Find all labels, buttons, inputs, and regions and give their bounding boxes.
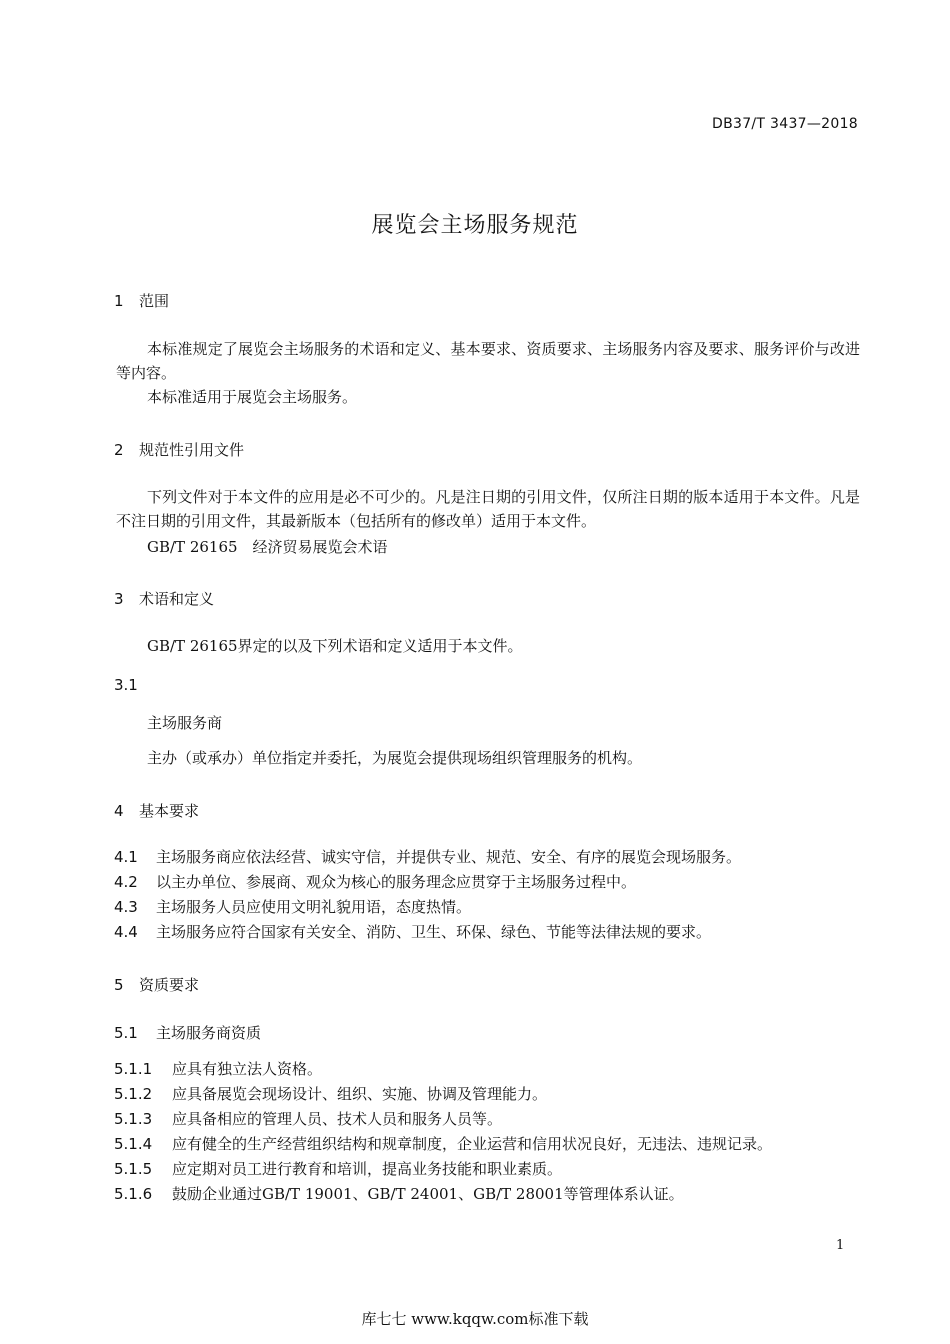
section-4-heading bbox=[114, 800, 199, 821]
list-item bbox=[114, 896, 471, 917]
item-text: 应具备相应的管理人员、技术人员和服务人员等。 bbox=[172, 1110, 503, 1128]
section-title: 基本要求 bbox=[139, 802, 200, 820]
subsection-5-1-heading bbox=[114, 1022, 261, 1043]
document-title: 展览会主场服务规范 bbox=[371, 213, 579, 238]
section-5-heading bbox=[114, 974, 199, 995]
item-text: 应定期对员工进行教育和培训，提高业务技能和职业素质。 bbox=[172, 1160, 563, 1178]
section-number: 4 bbox=[114, 802, 124, 820]
list-item bbox=[114, 1058, 322, 1079]
item-text: 主场服务商应依法经营、诚实守信，并提供专业、规范、安全、有序的展览会现场服务。 bbox=[156, 848, 742, 866]
item-text: 以主办单位、参展商、观众为核心的服务理念应贯穿于主场服务过程中。 bbox=[156, 873, 637, 891]
section-number: 2 bbox=[114, 441, 124, 459]
section-1-heading bbox=[114, 290, 169, 311]
item-number: 5.1.4 bbox=[114, 1135, 153, 1153]
list-item bbox=[114, 871, 636, 892]
item-text: 应具有独立法人资格。 bbox=[172, 1060, 323, 1078]
footer-watermark[interactable]: 库七七 www.kqqw.com标准下载 bbox=[361, 1310, 589, 1328]
term-name: 主场服务商 bbox=[147, 714, 223, 732]
paragraph: GB/T 26165界定的以及下列术语和定义适用于本文件。 bbox=[147, 637, 523, 655]
list-item bbox=[114, 1133, 772, 1154]
item-number: 5.1.3 bbox=[114, 1110, 153, 1128]
item-number: 5.1.5 bbox=[114, 1160, 153, 1178]
reference-entry: GB/T 26165 经济贸易展览会术语 bbox=[147, 538, 388, 556]
item-number: 5.1.6 bbox=[114, 1185, 153, 1203]
section-number: 1 bbox=[114, 292, 124, 310]
item-number: 4.3 bbox=[114, 898, 138, 916]
item-text: 鼓励企业通过GB/T 19001、GB/T 24001、GB/T 28001等管理体系认证。 bbox=[172, 1185, 684, 1203]
subsection-number: 5.1 bbox=[114, 1024, 138, 1042]
paragraph: 本标准适用于展览会主场服务。 bbox=[147, 388, 358, 406]
standard-code: DB37/T 3437—2018 bbox=[712, 116, 858, 132]
item-number: 5.1.1 bbox=[114, 1060, 153, 1078]
list-item bbox=[114, 1108, 502, 1129]
paragraph: 下列文件对于本文件的应用是必不可少的。凡是注日期的引用文件，仅所注日期的版本适用于本文件。凡是不注日期的引用文件，其最新版本（包括所有的修改单）适用于本文件。 bbox=[116, 488, 860, 530]
section-title: 术语和定义 bbox=[139, 590, 215, 608]
section-2-heading bbox=[114, 439, 244, 460]
section-number: 5 bbox=[114, 976, 124, 994]
paragraph: 本标准规定了展览会主场服务的术语和定义、基本要求、资质要求、主场服务内容及要求、服务评价与改进等内容。 bbox=[116, 340, 860, 382]
item-number: 4.1 bbox=[114, 848, 138, 866]
section-title: 范围 bbox=[139, 292, 170, 310]
subsection-title: 主场服务商资质 bbox=[156, 1024, 262, 1042]
section-3-heading bbox=[114, 588, 214, 609]
item-text: 应具备展览会现场设计、组织、实施、协调及管理能力。 bbox=[172, 1085, 548, 1103]
item-number: 5.1.2 bbox=[114, 1085, 153, 1103]
item-text: 主场服务人员应使用文明礼貌用语，态度热情。 bbox=[156, 898, 472, 916]
term-definition: 主办（或承办）单位指定并委托，为展览会提供现场组织管理服务的机构。 bbox=[147, 749, 643, 767]
item-text: 应有健全的生产经营组织结构和规章制度，企业运营和信用状况良好，无违法、违规记录。 bbox=[172, 1135, 773, 1153]
list-item bbox=[114, 921, 711, 942]
list-item bbox=[114, 1083, 547, 1104]
section-title: 资质要求 bbox=[139, 976, 200, 994]
section-number: 3 bbox=[114, 590, 124, 608]
item-number: 4.4 bbox=[114, 923, 138, 941]
term-number: 3.1 bbox=[114, 676, 138, 694]
list-item bbox=[114, 846, 741, 867]
section-title: 规范性引用文件 bbox=[139, 441, 245, 459]
item-text: 主场服务应符合国家有关安全、消防、卫生、环保、绿色、节能等法律法规的要求。 bbox=[156, 923, 712, 941]
list-item bbox=[114, 1158, 562, 1179]
item-number: 4.2 bbox=[114, 873, 138, 891]
list-item bbox=[114, 1183, 684, 1204]
page-number: 1 bbox=[836, 1238, 845, 1253]
